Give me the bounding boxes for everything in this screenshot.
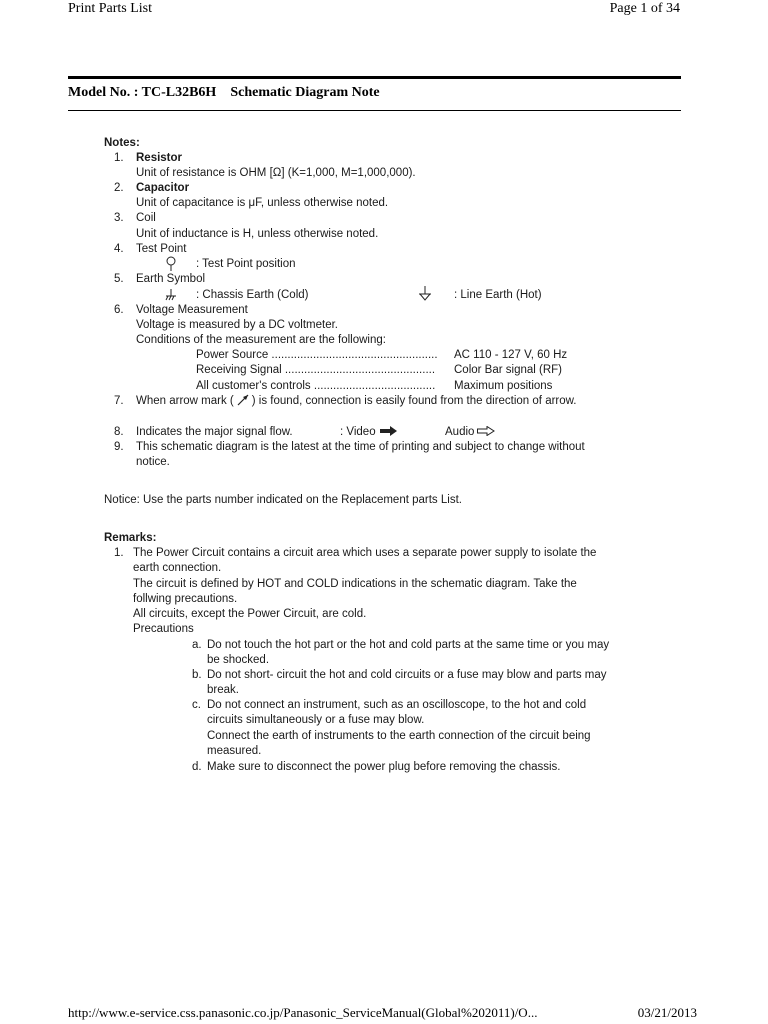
precaution-d-line: Make sure to disconnect the power plug before removing the chassis. — [207, 761, 561, 773]
note-3-number: 3. — [114, 212, 124, 224]
title-top-rule — [68, 76, 681, 79]
precaution-a-line: be shocked. — [207, 654, 270, 666]
arrow-mark-icon — [236, 394, 250, 406]
note-7-text — [136, 394, 577, 409]
video-flow-arrow-icon — [380, 426, 398, 436]
audio-flow-arrow-icon — [477, 426, 495, 436]
model-number: Model No. : TC-L32B6H — [68, 85, 217, 100]
precautions-heading: Precautions — [133, 623, 194, 635]
note-5-number: 5. — [114, 273, 124, 285]
chassis-earth-icon — [164, 288, 178, 302]
condition-power-source-label: Power Source .................................................... — [196, 349, 438, 361]
title-bottom-rule — [68, 110, 681, 111]
remark-1-line: The circuit is defined by HOT and COLD indications in the schematic diagram. Take the — [133, 578, 577, 590]
condition-power-source-value: AC 110 - 127 V, 60 Hz — [454, 349, 568, 361]
header-left-title: Print Parts List — [68, 1, 153, 16]
footer-date: 03/21/2013 — [637, 1005, 697, 1020]
title-subtitle: Schematic Diagram Note — [230, 85, 380, 100]
line-earth-icon — [418, 286, 432, 302]
note-7-text-before: When arrow mark ( — [136, 395, 234, 407]
condition-receiving-signal-label: Receiving Signal ............................................... — [196, 364, 436, 376]
note-6-line-2: Conditions of the measurement are the following: — [136, 334, 386, 346]
precaution-a-line: Do not touch the hot part or the hot and cold parts at the same time or you may — [207, 639, 610, 651]
video-signal-label: : Video — [340, 425, 398, 440]
remark-1-line: follwing precautions. — [133, 593, 238, 605]
note-9-line-2: notice. — [136, 456, 170, 468]
precaution-c-line: Connect the earth of instruments to the earth connection of the circuit being — [207, 730, 591, 742]
chassis-earth-label: : Chassis Earth (Cold) — [196, 289, 309, 301]
precaution-c-line: Do not connect an instrument, such as an oscilloscope, to the hot and cold — [207, 699, 587, 711]
precaution-c-letter: c. — [192, 699, 201, 711]
precaution-b-letter: b. — [192, 669, 202, 681]
note-5-title: Earth Symbol — [136, 273, 206, 285]
remarks-heading: Remarks: — [104, 532, 157, 544]
note-3-text: Unit of inductance is H, unless otherwise noted. — [136, 228, 379, 240]
precaution-b-line: Do not short- circuit the hot and cold circuits or a fuse may blow and parts may — [207, 669, 607, 681]
note-9-line-1: This schematic diagram is the latest at the time of printing and subject to change without — [136, 441, 585, 453]
note-7-text-after: ) is found, connection is easily found from the direction of arrow. — [251, 395, 577, 407]
footer-url-link[interactable]: http://www.e-service.css.panasonic.co.jp/Panasonic_ServiceManual(Global%202011)/O... — [68, 1005, 538, 1020]
condition-controls-label: All customer's controls ...................................... — [196, 380, 436, 392]
note-9-number: 9. — [114, 441, 124, 453]
precaution-c-line: measured. — [207, 745, 262, 757]
note-3-title: Coil — [136, 212, 156, 224]
remark-1-line: The Power Circuit contains a circuit area which uses a separate power supply to isolate the — [133, 547, 597, 559]
page-title — [68, 85, 380, 101]
notes-heading: Notes: — [104, 137, 140, 149]
note-8-number: 8. — [114, 426, 124, 438]
header-page-number: Page 1 of 34 — [609, 1, 680, 16]
precaution-b-line: break. — [207, 684, 239, 696]
note-7-number: 7. — [114, 395, 124, 407]
precaution-a-letter: a. — [192, 639, 202, 651]
note-1-number: 1. — [114, 152, 124, 164]
precaution-c-line: circuits simultaneously or a fuse may blow. — [207, 714, 425, 726]
test-point-icon — [165, 256, 177, 272]
note-1-title: Resistor — [136, 152, 183, 164]
condition-controls-value: Maximum positions — [454, 380, 553, 392]
precaution-d-letter: d. — [192, 761, 202, 773]
note-2-number: 2. — [114, 182, 124, 194]
note-4-title: Test Point — [136, 243, 187, 255]
notice-text: Notice: Use the parts number indicated on the Replacement parts List. — [104, 494, 462, 506]
note-1-text: Unit of resistance is OHM [Ω] (K=1,000, M=1,000,000). — [136, 167, 416, 179]
line-earth-label: : Line Earth (Hot) — [454, 289, 542, 301]
note-4-number: 4. — [114, 243, 124, 255]
note-8-text: Indicates the major signal flow. — [136, 426, 293, 438]
note-6-line-1: Voltage is measured by a DC voltmeter. — [136, 319, 338, 331]
note-4-text: : Test Point position — [196, 258, 296, 270]
note-2-title: Capacitor — [136, 182, 190, 194]
note-6-number: 6. — [114, 304, 124, 316]
audio-signal-label: Audio — [445, 425, 495, 440]
remark-1-line: earth connection. — [133, 562, 222, 574]
condition-receiving-signal-value: Color Bar signal (RF) — [454, 364, 562, 376]
remark-1-line: All circuits, except the Power Circuit, are cold. — [133, 608, 367, 620]
remark-1-number: 1. — [114, 547, 124, 559]
note-2-text: Unit of capacitance is μF, unless otherwise noted. — [136, 197, 389, 209]
note-6-title: Voltage Measurement — [136, 304, 248, 316]
